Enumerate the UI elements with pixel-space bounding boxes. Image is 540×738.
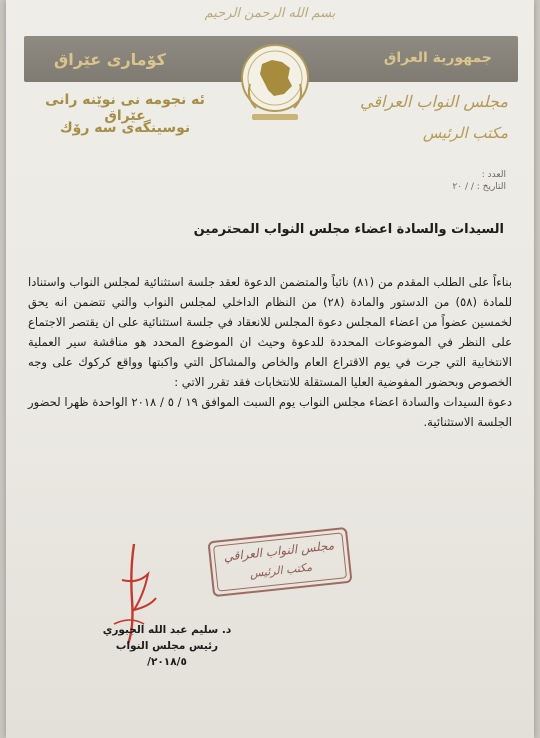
reference-date: التاريخ : / / ٢٠ <box>452 182 506 192</box>
official-stamp-icon <box>207 527 352 597</box>
signatory-title: رئيس مجلس النواب <box>115 640 219 652</box>
stamp-line-2: مكتب الرئيس <box>249 560 313 581</box>
body-paragraph-1: بناءاً على الطلب المقدم من (٨١) نائباً والمتضمن الدعوة لعقد جلسة استثنائية لمجلس النواب واستنادا للمادة (٥٨) من الدستور والمادة (٢٨) من النظام الداخلي لمجلس النواب والتي تتضمن انه يحق لخمسين عضواً من اعضاء المجلس دعوة المجلس للانعقاد في جلسة استثنائية على ان يقتصر الاجتماع على النظر في الموضوعات المحددة للدعوة وحيث ان الموضوع المحدد هو مناقشة سير العملية الانتخابية التي جرت في يوم الاقتراع العام والخاص والمشاكل التي واكبتها وواقع كركوك على وجه الخصوص وبحضور المفوضية العليا المستقلة للانتخابات فقد تقرر الاتي : <box>28 275 512 389</box>
kurdish-office-name: نوسینگه‌ی سه رۆك <box>59 120 191 136</box>
bismillah-text: بسم الله الرحمن الرحيم <box>204 6 336 21</box>
stamp-line-1: مجلس النواب العراقي <box>222 538 335 564</box>
arabic-office-name: مكتب الرئيس <box>422 124 508 142</box>
letter-paper <box>6 0 534 738</box>
salutation-heading: السيدات والسادة اعضاء مجلس النواب المحترمين <box>193 222 504 237</box>
band-text-kurdish: كۆماری عێراق <box>54 50 166 69</box>
kurdish-council-name: ئه نجومه نی نوێنه رانی عێراق <box>45 92 205 124</box>
iraq-map-emblem-icon <box>238 38 312 124</box>
letter-body <box>28 272 512 432</box>
body-paragraph-2: دعوة السيدات والسادة اعضاء مجلس النواب يوم السبت الموافق ١٩ / ٥ / ٢٠١٨ الواحدة ظهرا لحضور الجلسة الاستثنائية. <box>28 395 512 429</box>
arabic-council-name: مجلس النواب العراقي <box>360 92 508 111</box>
band-text-arabic: جمهورية العراق <box>383 50 492 66</box>
signatory-date: ٢٠١٨/٥/ <box>147 656 187 668</box>
reference-number: العدد : <box>481 170 506 180</box>
signatory-name: د. سليم عبد الله الجبوري <box>102 624 232 636</box>
